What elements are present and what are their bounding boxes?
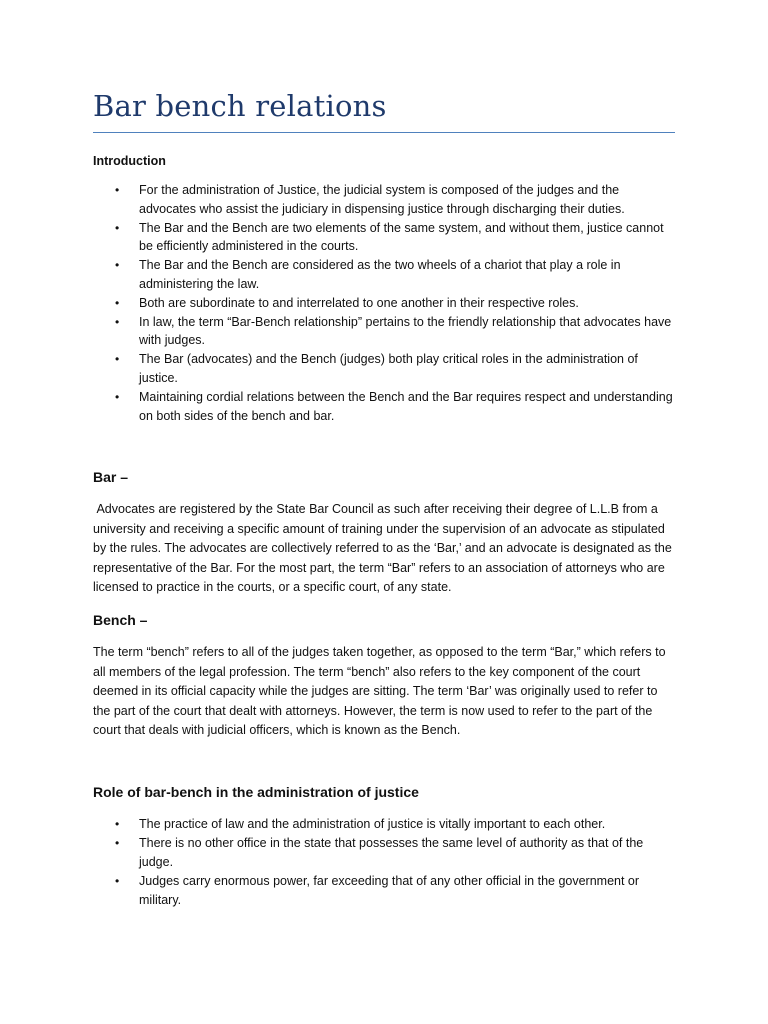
list-item-text: There is no other office in the state that possesses the same level of authority as that of the judge.	[139, 836, 644, 870]
document-title: Bar bench relations	[93, 89, 387, 123]
list-item-text: The Bar (advocates) and the Bench (judges) both play critical roles in the administration of justice.	[139, 352, 638, 385]
bench-heading: Bench –	[93, 612, 148, 629]
list-item	[93, 834, 675, 872]
bench-paragraph: The term “bench” refers to all of the judges taken together, as opposed to the term “Bar,” which refers to all members of the legal profession. The term “bench” also refers to the key component of the court deemed in its official capacity while the judges are sitting. The term ‘Bar’ was originally used to refer to the part of the court that dealt with attorneys. However, the term is now used to refer to the part of the court that deals with judicial officers, which is known as the Bench.	[93, 645, 666, 738]
list-item-text: For the administration of Justice, the judicial system is composed of the judges and the advocates who assist the judiciary in dispensing justice through discharging their duties.	[139, 183, 625, 216]
role-heading: Role of bar-bench in the administration of justice	[93, 784, 419, 801]
list-item	[93, 815, 675, 834]
bullet-icon: •	[115, 873, 120, 888]
role-bullet-list	[93, 815, 675, 909]
list-item	[93, 256, 675, 294]
bullet-icon: •	[115, 295, 120, 310]
list-item-text: The Bar and the Bench are two elements of the same system, and without them, justice cannot be efficiently administered in the courts.	[139, 220, 664, 254]
list-item	[93, 350, 675, 388]
bullet-icon: •	[115, 314, 120, 329]
bullet-icon: •	[115, 183, 120, 197]
list-item-text: In law, the term “Bar-Bench relationship” pertains to the friendly relationship that advocates have with judges.	[139, 314, 672, 348]
list-item	[93, 388, 675, 426]
introduction-heading: Introduction	[93, 154, 166, 168]
bullet-icon: •	[115, 817, 120, 832]
bullet-icon: •	[115, 352, 120, 367]
list-item	[93, 181, 675, 219]
document-page	[93, 86, 675, 909]
list-item	[93, 313, 675, 351]
bar-paragraph: Advocates are registered by the State Bar Council as such after receiving their degree of L.L.B from a university and receiving a specific amount of training under the supervision of an advocate as stipulated by the rules. The advocates are collectively referred to as the ‘Bar,’ and an advocate is designated as the representative of the Bar. For the most part, the term “Bar” refers to an association of attorneys who are licensed to practice in the courts, or a specific court, of any state.	[93, 502, 672, 594]
introduction-bullet-list	[93, 181, 675, 425]
list-item	[93, 219, 675, 257]
list-item-text: The Bar and the Bench are considered as the two wheels of a chariot that play a role in administering the law.	[139, 258, 621, 291]
bullet-icon: •	[115, 258, 120, 273]
list-item	[93, 872, 675, 910]
list-item	[93, 294, 675, 313]
list-item-text: Both are subordinate to and interrelated to one another in their respective roles.	[139, 295, 579, 310]
list-item-text: Maintaining cordial relations between the Bench and the Bar requires respect and understanding on both sides of the bench and bar.	[139, 389, 673, 423]
bullet-icon: •	[115, 220, 120, 235]
title-underline	[93, 132, 675, 133]
bullet-icon: •	[115, 389, 120, 404]
list-item-text: Judges carry enormous power, far exceeding that of any other official in the government or military.	[139, 873, 640, 907]
list-item-text: The practice of law and the administration of justice is vitally important to each other.	[139, 817, 606, 832]
bullet-icon: •	[115, 836, 120, 851]
bar-heading: Bar –	[93, 469, 129, 486]
